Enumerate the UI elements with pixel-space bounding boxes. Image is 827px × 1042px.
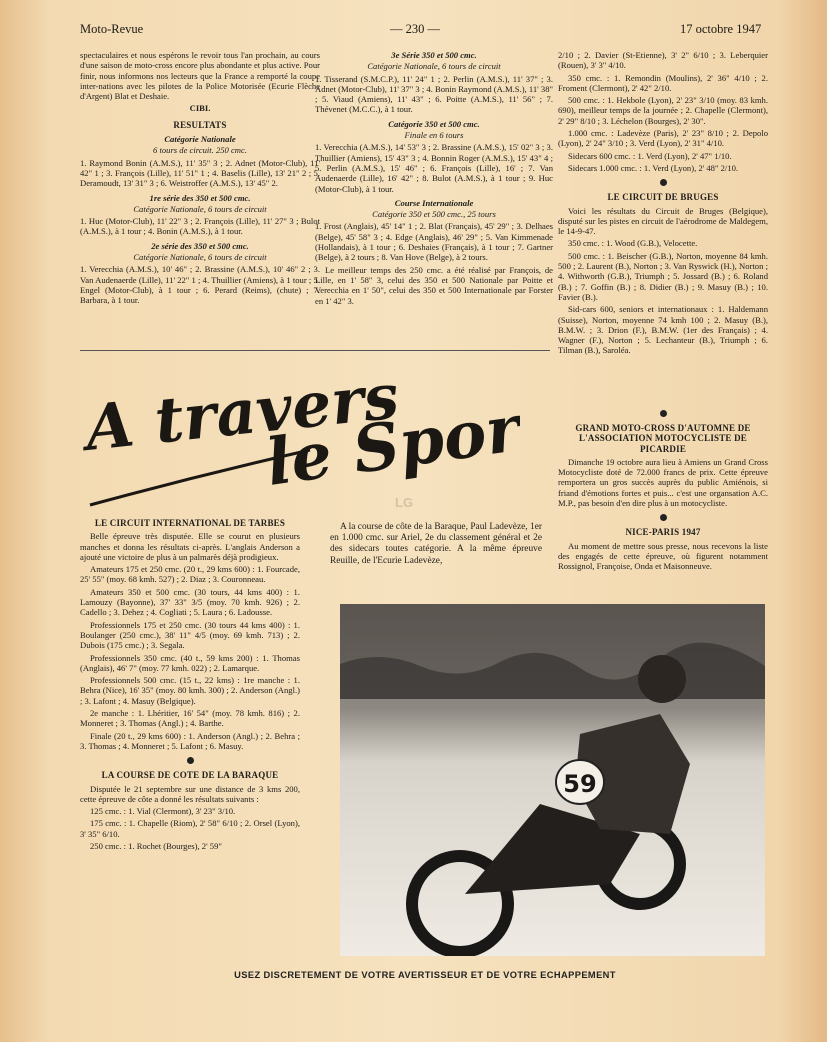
result-paragraph: 1. Verecchia (A.M.S.), 14' 53" 3 ; 2. Brassine (A.M.S.), 15' 02" 3 ; 3. Thuillier (Amiens), 15' 43" 3 ; 4. Bonnin Roger (A.M.S.), 15' 43" 4 ; 5. Perlin (A.M.S.), 15' 46" ; 6. François (Lille), 16' ; 7. Van Audenaerde (Lille), 16' 42" ; 8. Bulot (A.M.S.), à 1 tour ; 9. Huc (Motor-Club), à 1 tour. [315, 142, 553, 194]
subheading: Catégorie Nationale [164, 134, 236, 145]
paragraph: Belle épreuve très disputée. Elle se courut en plusieurs manches et donna les résultats ci-après. L'anglais Anderson a ajouté une victoire de plus à un palmarès déjà prodigieux. [80, 531, 300, 562]
running-head-left: Moto-Revue [80, 22, 144, 36]
section-heading: LA COURSE DE COTE DE LA BARAQUE [101, 770, 279, 781]
running-head-date: 17 octobre 1947 [680, 22, 762, 36]
section-heading: RESULTATS [173, 119, 227, 130]
section-bullet [660, 410, 667, 417]
result-paragraph: 1. Huc (Motor-Club), 11' 22" 3 ; 2. François (Lille), 11' 27" 3 ; Bulot (A.M.S.), à 1 tour ; 4. Bonin (A.M.S.), à 1 tour. [80, 216, 320, 237]
article-column-2 [315, 50, 553, 350]
photo-caption [330, 522, 542, 592]
subheading: 2e série des 350 et 500 cmc. [151, 240, 249, 251]
result-paragraph: 350 cmc. : 1. Remondin (Moulins), 2' 36" 4/10 ; 2. Froment (Clermont), 2' 42" 2/10. [558, 72, 768, 93]
motorcycle-photo-graphic [340, 604, 765, 956]
subheading: Catégorie 350 et 500 cmc. [388, 118, 480, 129]
paragraph: Le meilleur temps des 250 cmc. a été réalisé par François, de Lille, en 1' 58" 3, celui des 350 et 500 Nationale par Poitte et Verecchia en 1' 50", celui des 350 et 500 Internationale par Forster en 1' 42" 3. [315, 264, 553, 306]
rider-helmet [638, 655, 686, 703]
logo-line-2: le Sport [261, 387, 520, 501]
result-paragraph: 1. Verecchia (A.M.S.), 10' 46" ; 2. Brassine (A.M.S.), 10' 46" 2 ; 3. Van Audenaerde (Lille), 11' 22" 1 ; 4. Thuillier (Amiens), à 1 tour ; 5. Engel (Motor-Club), à 1 tour ; 6. Perard (Reims), (chute) ; 7. Barbara, à 1 tour. [80, 264, 320, 306]
paragraph: Au moment de mettre sous presse, nous recevons la liste des engagés de cette épreuve, où figurent notamment Rossignol, Françoise, Onda et Maisonneuve. [558, 540, 768, 572]
subheading-detail: Catégorie Nationale, 6 tours de circuit [133, 203, 267, 214]
section-bullet [187, 757, 194, 764]
result-paragraph: Professionnels 350 cmc. (40 t., 59 kms 200) : 1. Thomas (Anglais), 46' 7" (moy. 77 kmh. 022) ; 2. Lamarque. [80, 652, 300, 673]
result-paragraph: Sidecars 1.000 cmc. : 1. Verd (Lyon), 2' 48" 2/10. [568, 162, 739, 173]
subheading-detail: Catégorie Nationale, 6 tours de circuit [367, 61, 501, 72]
section-heading: LE CIRCUIT DE BRUGES [607, 192, 719, 203]
result-paragraph: 125 cmc. : 1. Vial (Clermont), 3' 23" 3/10. [90, 806, 236, 817]
subheading-detail: Finale en 6 tours [404, 130, 464, 141]
result-paragraph: 500 cmc. : 1. Beischer (G.B.), Norton, moyenne 84 kmh. 500 ; 2. Laurent (B.), Norton ; 3. Van Ryswick (H.), Norton ; 4. Withworth (G.B.), Triumph ; 5. Jossard (B.) ; 6. Roland (B.) ; 7. Goffin (B.) ; 8. Didier (B.) ; 9. Masuy (B.) ; 10. Favier (B.). [558, 250, 768, 302]
page-number: — 230 — [390, 22, 440, 36]
article-column-1 [80, 50, 320, 350]
race-photo [340, 604, 765, 956]
result-paragraph: 250 cmc. : 1. Rochet (Bourges), 2' 59" [90, 841, 222, 852]
paragraph: Dimanche 19 octobre aura lieu à Amiens un Grand Cross Motocycliste doté de 72.000 francs de prix. Cette épreuve remportera un gros succès auprès du public Amiénois, si friand d'émotions fortes et puis... c'est une organsation A.C. M.P., pas besoin d'en dire plus à un motocycliste. [558, 456, 768, 509]
result-paragraph: 175 cmc. : 1. Chapelle (Riom), 2' 58" 6/10 ; 2. Orsel (Lyon), 3' 35" 6/10. [80, 818, 300, 839]
result-paragraph: 1.000 cmc. : Ladevèze (Paris), 2' 23" 8/10 ; 2. Depolo (Lyon), 2' 24" 3/10 ; 3. Verd (Lyon), 2' 31" 4/10. [558, 128, 768, 149]
author-signature: CIBI. [189, 103, 211, 114]
result-paragraph: Professionnels 500 cmc. (15 t., 22 kms) : 1re manche : 1. Behra (Nice), 16' 35" (moy. 80 kmh. 300) ; 2. Anderson (Angl.) ; 3. Lafont ; 4. Masuy (Belgique). [80, 675, 300, 706]
section-bullet [660, 514, 667, 521]
result-paragraph: 500 cmc. : 1. Hekbole (Lyon), 2' 23" 3/10 (moy. 83 kmh. 690), meilleur temps de la journée ; 2. Chapelle (Clermont), 2' 29" 8/10 ; 3. Léchelon (Bourges), 2' 30". [558, 95, 768, 126]
paragraph: Voici les résultats du Circuit de Bruges (Belgique), disputé sur les pistes en circuit de l'aérodrome de Maldegem, le 14-9-47. [558, 205, 768, 237]
article-column-3 [558, 50, 768, 400]
result-paragraph: 1. Raymond Bonin (A.M.S.), 11' 35" 3 ; 2. Adnet (Motor-Club), 11' 42" 1 ; 3. François (Lille), 11' 51" 1 ; 4. Baselis (Lille), 13' 21" 2 ; 5. Deramoudt, 13' 31" 3 ; 6. Weistroffer (A.M.S.), 13' 45" 2. [80, 157, 320, 189]
subheading-detail: 6 tours de circuit. 250 cmc. [153, 145, 247, 156]
section-heading: NICE-PARIS 1947 [625, 527, 701, 538]
result-paragraph: 2e manche : 1. Lhéritier, 16' 54" (moy. 78 kmh. 816) ; 2. Monneret ; 3. Thomas (Angl.) ; 4. Barthe. [80, 708, 300, 729]
caption-text: A la course de côte de la Baraque, Paul Ladevèze, 1er en 1.000 cmc. sur Ariel, 2e du classement général et 2e des sidecars toutes catégorie. A la même épreuve Reuille, de l'Ecurie Ladevèze, [330, 522, 542, 566]
result-paragraph: Sidecars 600 cmc. : 1. Verd (Lyon), 2' 47" 1/10. [568, 150, 732, 161]
subheading-detail: Catégorie Nationale, 6 tours de circuit [133, 252, 267, 263]
section-bullet [660, 179, 667, 186]
subheading: 3e Série 350 et 500 cmc. [391, 50, 477, 60]
result-paragraph: Amateurs 175 et 250 cmc. (20 t., 29 kms 600) : 1. Fourcade, 25' 55" (moy. 68 kmh. 527) ; 2. Diaz ; 3. Couronneau. [80, 564, 300, 585]
section-heading: LE CIRCUIT INTERNATIONAL DE TARBES [94, 518, 286, 528]
paragraph: spectaculaires et nous espérons le revoir tous l'an prochain, au cours d'une saison de moto-cross encore plus abondante et plus active. Pour finir, nous informons nos lecteurs que la France a remporté la coupe inter-nations avec les pilotes de la Police Motorisée (Ecurie Flèche d'Argent) Blat et Deshaie. [80, 50, 320, 102]
subheading: 1re série des 350 et 500 cmc. [149, 192, 251, 203]
column-rule [80, 350, 550, 351]
footer-slogan: USEZ DISCRETEMENT DE VOTRE AVERTISSEUR ET DE VOTRE ECHAPPEMENT [234, 970, 616, 980]
result-paragraph: 1. Frost (Anglais), 45' 14" 1 ; 2. Blat (Français), 45' 29" ; 3. Delhaes (Belge), 45' 58" 3 ; 4. Edge (Anglais), 46' 29" ; 5. Van Kimmenade (Hollandais), à 1 tour ; 6. Deshaies (Français), à 1 tour ; 7. Gartner (Belge), à 2 tours ; 8. Van Hove (Belge), à 2 tours. [315, 221, 553, 263]
subheading-detail: Catégorie 350 et 500 cmc., 25 tours [372, 209, 496, 220]
result-paragraph: 350 cmc. : 1. Wood (G.B.), Velocette. [568, 238, 698, 249]
race-number: 59 [563, 770, 597, 798]
subheading: Course Internationale [394, 197, 474, 208]
result-paragraph: 1. Tisserand (S.M.C.P.), 11' 24" 1 ; 2. Perlin (A.M.S.), 11' 37" ; 3. Adnet (Motor-Club), 11' 37" 3 ; 4. Bonin Raymond (A.M.S.), 11' 38" ; 5. Viaud (Amiens), 11' 43" ; 6. Poitte (A.M.S.), 11' 56" ; 7. Thévenet (M.C.C.), à 1 tour. [315, 73, 553, 115]
article-column-3-lower [558, 410, 768, 600]
watermark: LG [395, 495, 414, 510]
result-paragraph: Amateurs 350 et 500 cmc. (30 tours, 44 kms 400) : 1. Lamouzy (Bayonne), 37' 33" 3/5 (moy. 70 kmh. 926) ; 2. Cadello ; 3. Dehez ; 4. Cogliati ; 5. Laura ; 6. Ladousse. [80, 586, 300, 618]
result-paragraph: Professionnels 175 et 250 cmc. (30 tours 44 kms 400) : 1. Boulanger (250 cmc.), 38' 11" 4/5 (moy. 69 kmh. 713) ; 2. Dubois (175 cmc.) ; 3. Segala. [80, 619, 300, 651]
paragraph: Disputée le 21 septembre sur une distance de 3 kms 200, cette épreuve de côte a donné les résultats suivants : [80, 783, 300, 804]
result-paragraph: Finale (20 t., 29 kms 600) : 1. Anderson (Angl.) ; 2. Behra ; 3. Thomas ; 4. Monneret ; 5. Lafont ; 6. Masuy. [80, 730, 300, 751]
article-column-4 [80, 518, 300, 958]
section-logo-a-travers-le-sport [80, 355, 520, 530]
result-paragraph: Sid-cars 600, seniors et internationaux : 1. Haldemann (Suisse), Norton, moyenne 74 kmh 100 ; 2. Masuy (B.), B.M.W. ; 3. Drion (F.), B.M.W. (1er des Français) ; 4. Wagner (F.), Norton ; 5. Lechanteur (B.), Triumph ; 6. Tilman (B.), Saroléa. [558, 304, 768, 356]
section-heading: GRAND MOTO-CROSS D'AUTOMNE DE L'ASSOCIATION MOTOCYCLISTE DE PICARDIE [575, 423, 751, 454]
result-paragraph: 2/10 ; 2. Davier (St-Etienne), 3' 2" 6/10 ; 3. Leberquier (Rouen), 3' 3" 4/10. [558, 50, 768, 71]
script-logo-graphic [80, 355, 520, 530]
logo-line-1: A travers [81, 359, 403, 465]
